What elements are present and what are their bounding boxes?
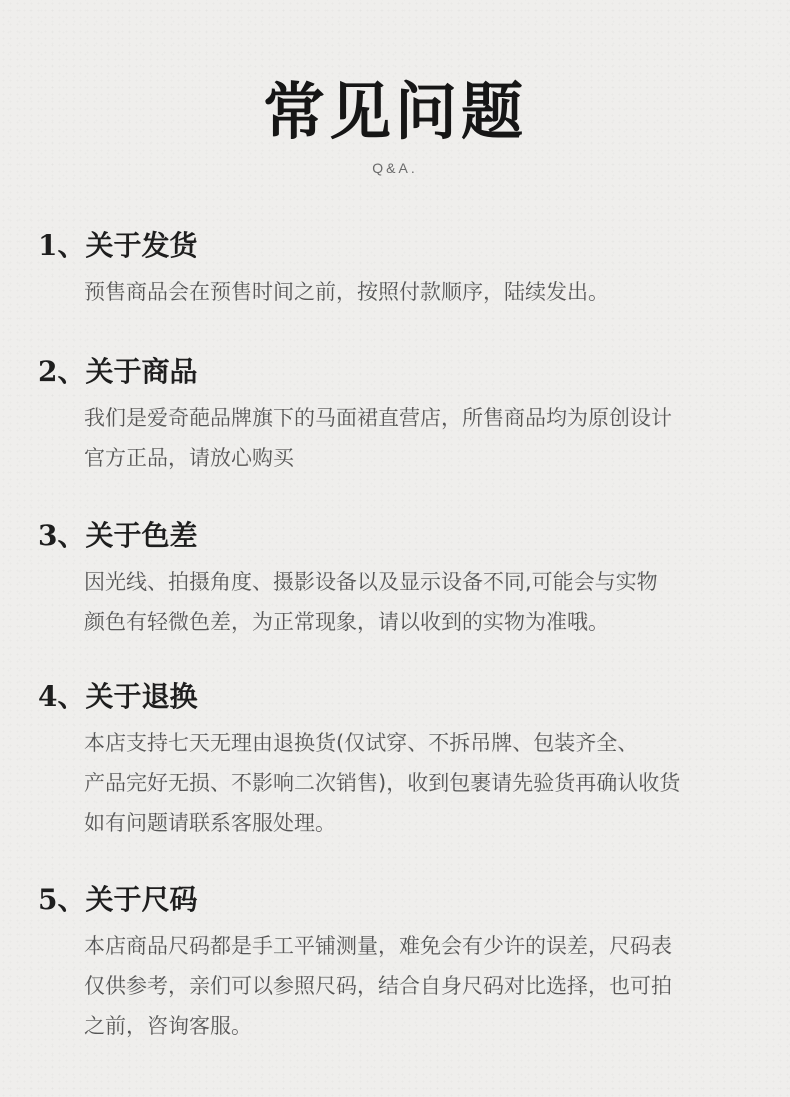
faq-item-shipping	[38, 226, 758, 312]
faq-answer	[84, 272, 754, 312]
page-subtitle: Q&A.	[372, 160, 418, 176]
faq-answer-line: 官方正品，请放心购买	[84, 446, 294, 470]
faq-answer-line: 之前，咨询客服。	[84, 1014, 252, 1038]
faq-answer-line: 我们是爱奇葩品牌旗下的马面裙直营店，所售商品均为原创设计	[84, 406, 672, 430]
faq-answer	[84, 562, 754, 642]
page-title: 常见问题	[262, 75, 527, 148]
faq-heading: 5、关于尺码	[38, 883, 198, 916]
faq-heading: 1、关于发货	[38, 229, 198, 262]
faq-answer-line: 产品完好无损、不影响二次销售)，收到包裹请先验货再确认收货	[84, 771, 681, 795]
faq-answer-line: 本店支持七天无理由退换货(仅试穿、不拆吊牌、包装齐全、	[84, 731, 639, 755]
faq-answer-line: 预售商品会在预售时间之前，按照付款顺序，陆续发出。	[84, 280, 609, 304]
faq-answer-line: 仅供参考，亲们可以参照尺码，结合自身尺码对比选择，也可拍	[84, 974, 672, 998]
faq-answer-line: 本店商品尺码都是手工平铺测量，难免会有少许的误差，尺码表	[84, 934, 672, 958]
faq-answer	[84, 398, 754, 478]
faq-item-sizing	[38, 880, 758, 1046]
faq-heading: 4、关于退换	[38, 680, 198, 713]
faq-answer-line: 因光线、拍摄角度、摄影设备以及显示设备不同,可能会与实物	[84, 570, 658, 594]
faq-heading: 3、关于色差	[38, 519, 198, 552]
faq-answer	[84, 723, 754, 843]
faq-item-color-difference	[38, 516, 758, 642]
faq-item-returns	[38, 677, 758, 843]
faq-answer	[84, 926, 754, 1046]
faq-answer-line: 如有问题请联系客服处理。	[84, 811, 336, 835]
faq-heading: 2、关于商品	[38, 355, 198, 388]
faq-answer-line: 颜色有轻微色差，为正常现象，请以收到的实物为准哦。	[84, 610, 609, 634]
faq-item-products	[38, 352, 758, 478]
